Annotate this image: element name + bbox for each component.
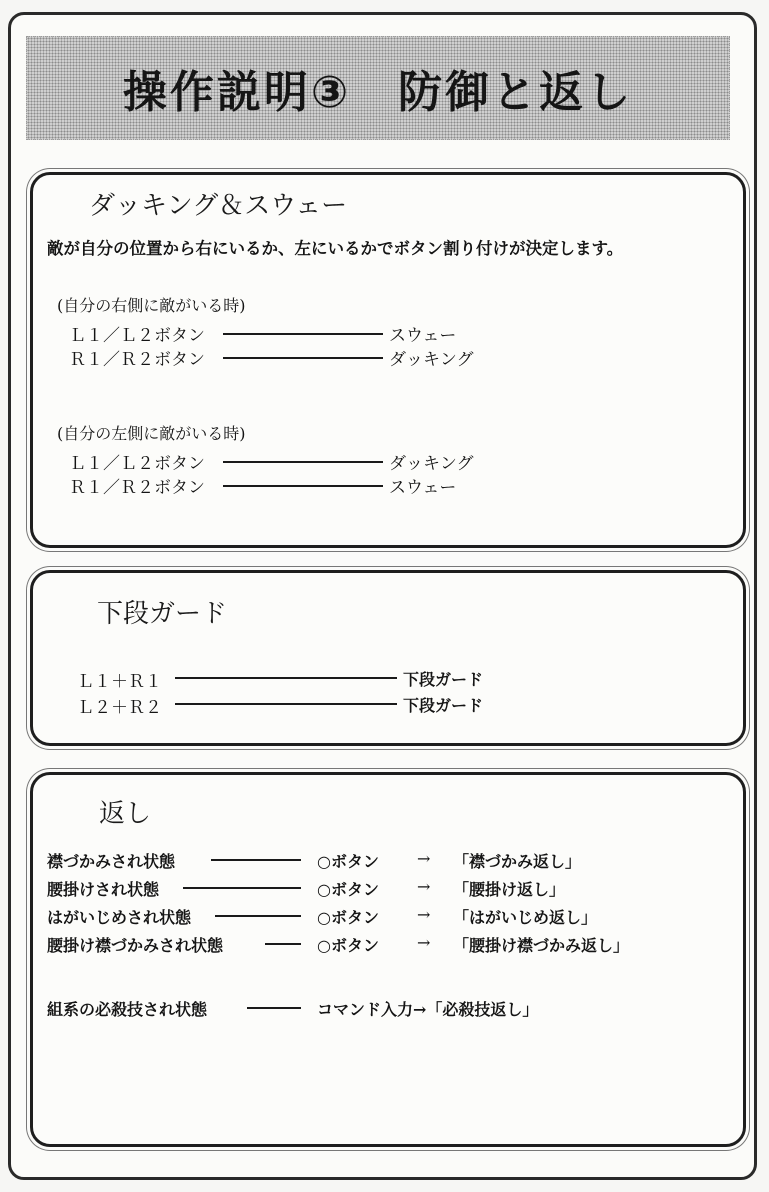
low-guard-row-1-connector bbox=[175, 677, 397, 679]
ducking-sway-section bbox=[30, 172, 746, 548]
low-guard-heading: 下段ガード bbox=[97, 599, 228, 629]
counter-row-3-arrow: → bbox=[417, 905, 431, 924]
counter-row-3-input: ○ボタン bbox=[317, 908, 379, 927]
right-row-2-connector bbox=[223, 357, 383, 359]
low-guard-row-1-action: 下段ガード bbox=[403, 670, 484, 689]
low-guard-row-2-button: Ｌ２＋Ｒ２ bbox=[77, 698, 162, 718]
counter-row-1-connector bbox=[211, 859, 301, 861]
right-side-label: (自分の右側に敵がいる時) bbox=[57, 296, 246, 315]
counter-row-4-input: ○ボタン bbox=[317, 936, 379, 955]
right-row-1-action: スウェー bbox=[389, 326, 457, 346]
right-row-1-button: Ｌ１／Ｌ２ボタン bbox=[69, 326, 205, 346]
special-counter-state: 組系の必殺技され状態 bbox=[47, 1000, 208, 1019]
counter-row-3-result: 「はがいじめ返し」 bbox=[453, 908, 598, 927]
counter-row-2-input: ○ボタン bbox=[317, 880, 379, 899]
low-guard-row-1-button: Ｌ１＋Ｒ１ bbox=[77, 672, 162, 692]
left-row-2-connector bbox=[223, 485, 383, 487]
counter-row-2-result: 「腰掛け返し」 bbox=[453, 880, 566, 899]
low-guard-row-2-connector bbox=[175, 703, 397, 705]
counter-row-1-arrow: → bbox=[417, 849, 431, 868]
left-row-1-button: Ｌ１／Ｌ２ボタン bbox=[69, 454, 205, 474]
low-guard-section bbox=[30, 570, 746, 746]
right-row-2-button: Ｒ１／Ｒ２ボタン bbox=[69, 350, 205, 370]
left-row-2-button: Ｒ１／Ｒ２ボタン bbox=[69, 478, 205, 498]
left-side-label: (自分の左側に敵がいる時) bbox=[57, 424, 246, 443]
counter-row-1-state: 襟づかみされ状態 bbox=[47, 852, 176, 871]
special-counter-connector bbox=[247, 1007, 301, 1009]
left-row-1-connector bbox=[223, 461, 383, 463]
right-row-2-action: ダッキング bbox=[389, 350, 474, 370]
counter-row-2-arrow: → bbox=[417, 877, 431, 896]
counter-row-1-result: 「襟づかみ返し」 bbox=[453, 852, 582, 871]
title-banner bbox=[26, 36, 730, 140]
counter-section bbox=[30, 772, 746, 1147]
counter-row-4-connector bbox=[265, 943, 301, 945]
counter-row-4-result: 「腰掛け襟づかみ返し」 bbox=[453, 936, 630, 955]
counter-row-2-state: 腰掛けされ状態 bbox=[47, 880, 160, 899]
left-row-1-action: ダッキング bbox=[389, 454, 474, 474]
right-row-1-connector bbox=[223, 333, 383, 335]
counter-row-1-input: ○ボタン bbox=[317, 852, 379, 871]
counter-row-4-arrow: → bbox=[417, 933, 431, 952]
ducking-sway-heading: ダッキング＆スウェー bbox=[89, 191, 348, 221]
ducking-sway-description: 敵が自分の位置から右にいるか、左にいるかでボタン割り付けが決定します。 bbox=[47, 239, 624, 258]
counter-row-2-connector bbox=[183, 887, 301, 889]
low-guard-row-2-action: 下段ガード bbox=[403, 696, 484, 715]
counter-row-3-connector bbox=[215, 915, 301, 917]
special-counter-input: コマンド入力→「必殺技返し」 bbox=[317, 1000, 539, 1019]
counter-heading: 返し bbox=[99, 799, 152, 829]
page-title: 操作説明③ 防御と返し bbox=[122, 67, 634, 118]
counter-row-3-state: はがいじめされ状態 bbox=[47, 908, 192, 927]
left-row-2-action: スウェー bbox=[389, 478, 457, 498]
counter-row-4-state: 腰掛け襟づかみされ状態 bbox=[47, 936, 224, 955]
